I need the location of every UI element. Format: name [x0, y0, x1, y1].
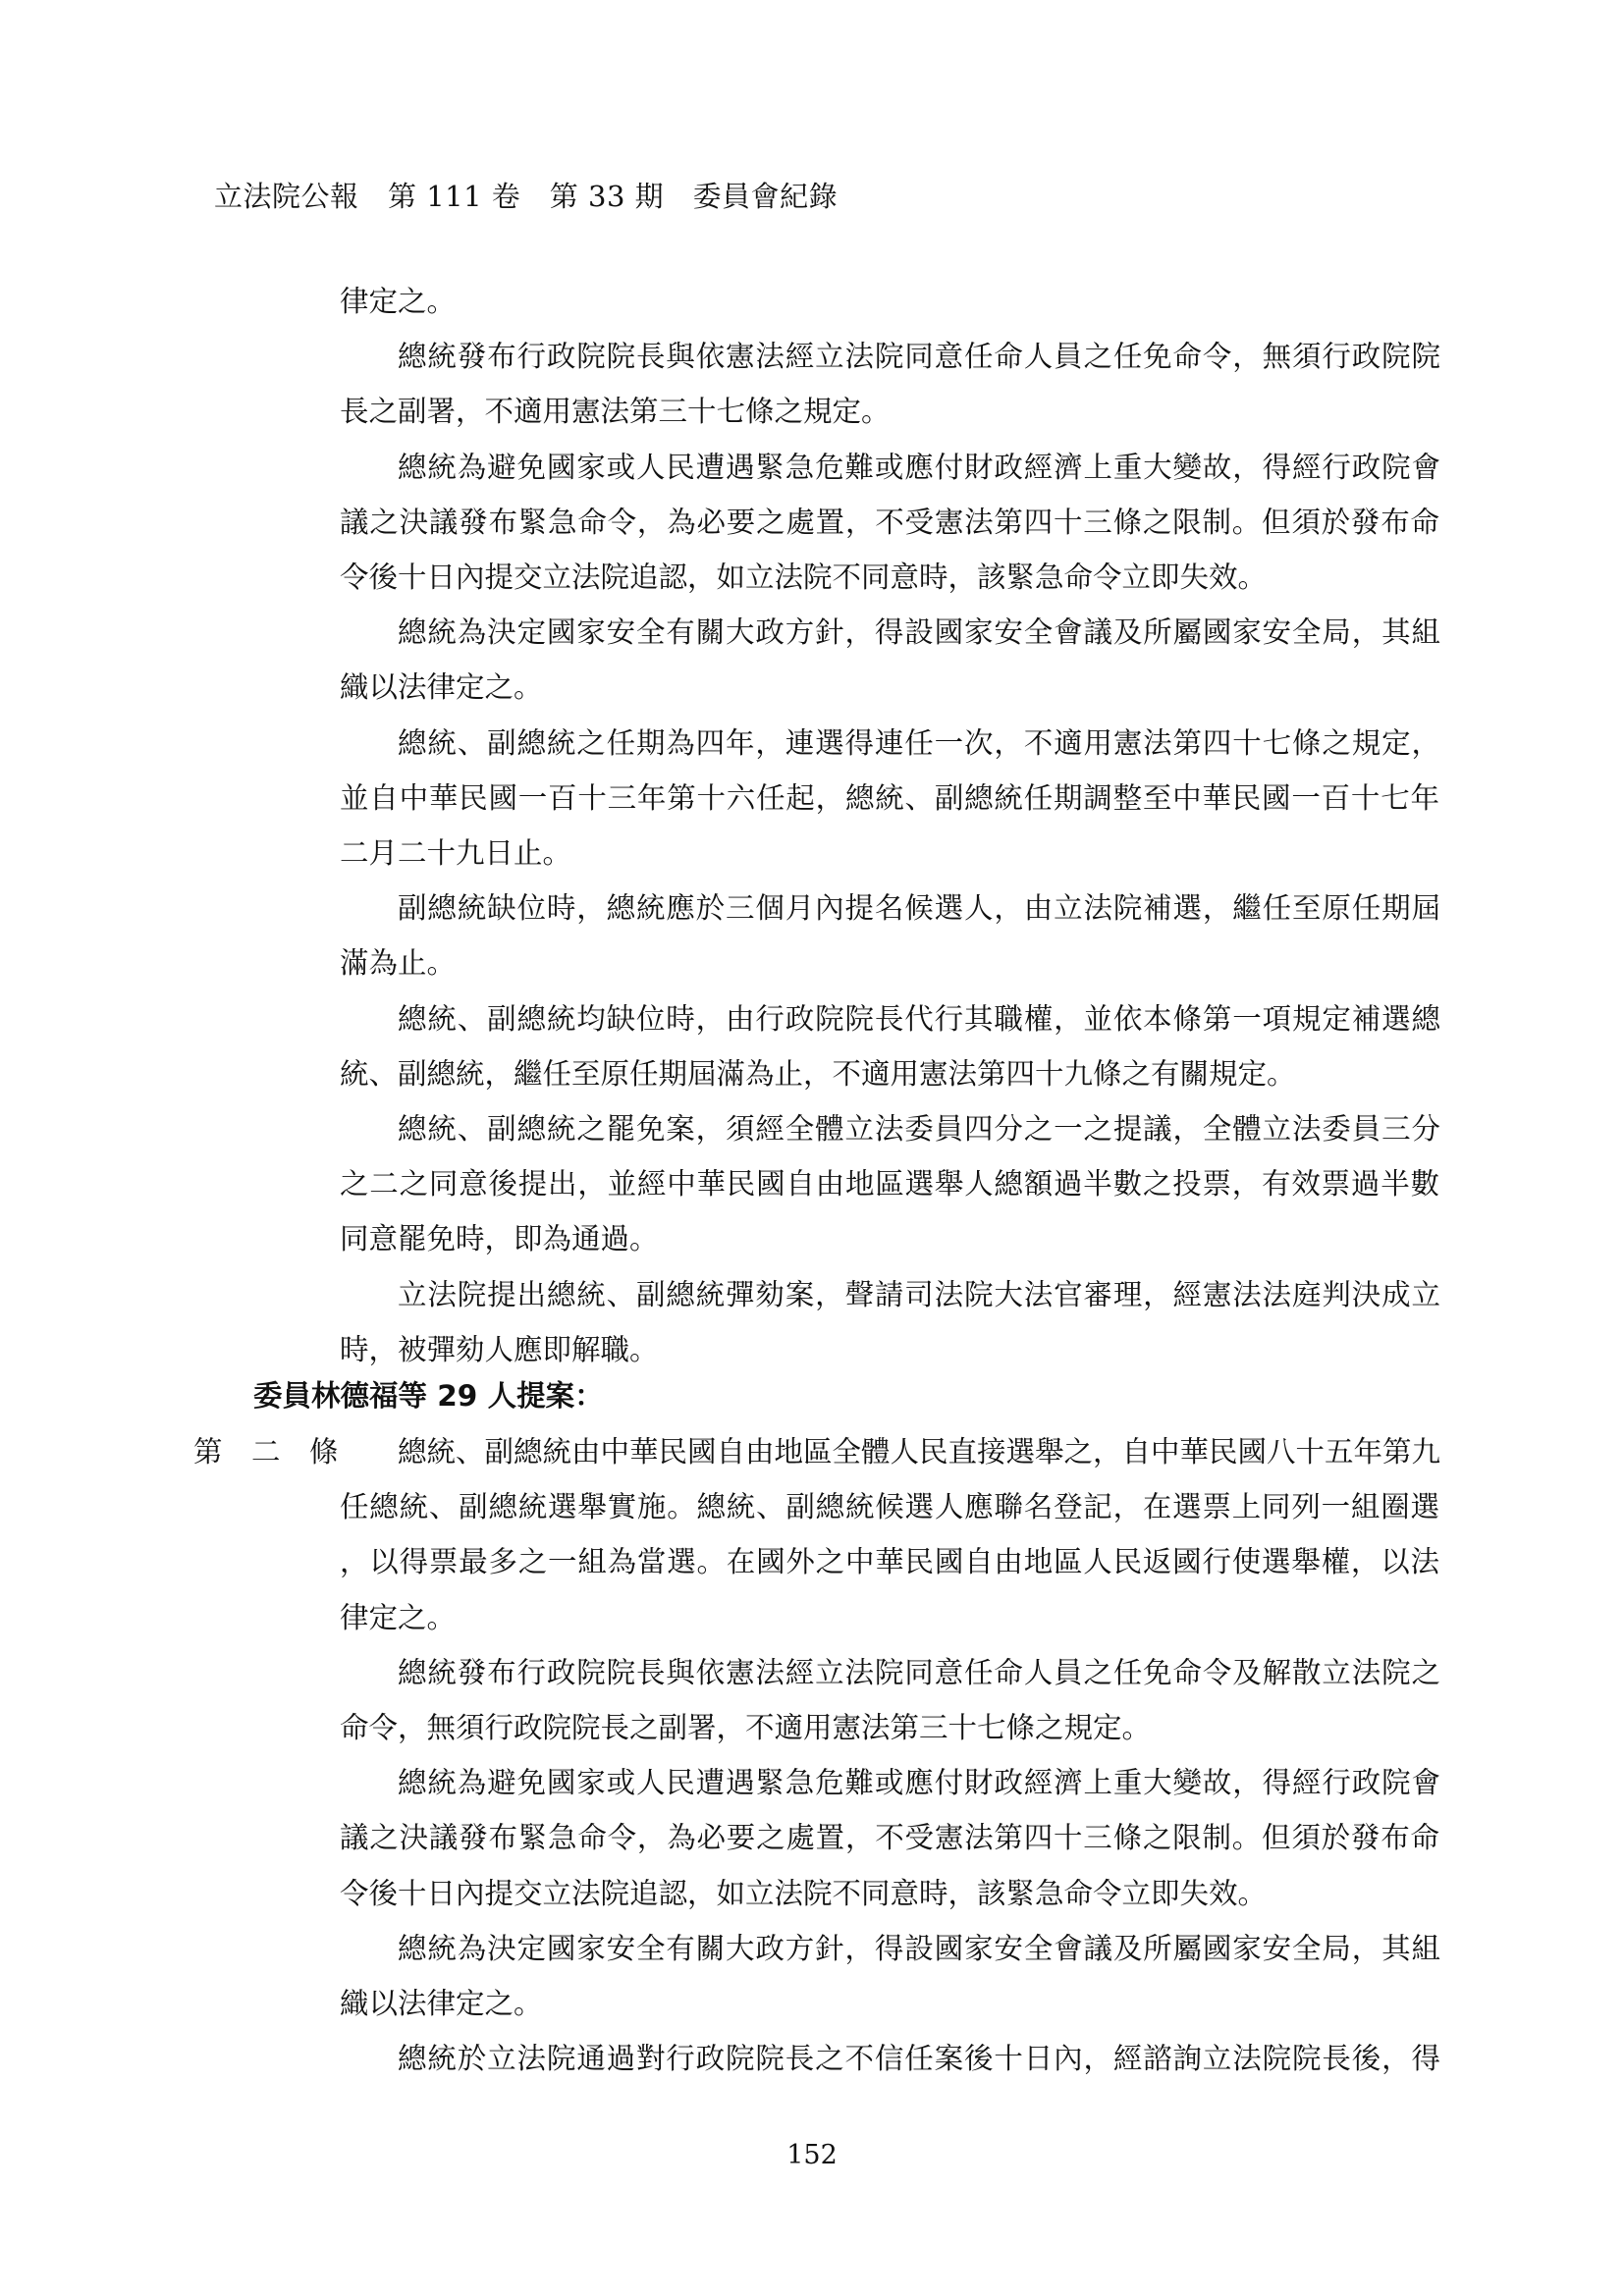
- text-line: 之二之同意後提出，並經中華民國自由地區選舉人總額過半數之投票，有效票過半數: [340, 1167, 1439, 1201]
- text-line: 令後十日內提交立法院追認，如立法院不同意時，該緊急命令立即失效。: [340, 561, 1268, 594]
- text-line: 織以法律定之。: [340, 670, 543, 705]
- text-line: 總統發布行政院院長與依憲法經立法院同意任命人員之任免命令，無須行政院院: [398, 340, 1440, 374]
- text-line: 總統發布行政院院長與依憲法經立法院同意任命人員之任免命令及解散立法院之: [398, 1655, 1440, 1689]
- text-line: 律定之。: [340, 1600, 457, 1634]
- text-line: 總統為決定國家安全有關大政方針，得設國家安全會議及所屬國家安全局，其組: [398, 1931, 1440, 1965]
- text-line: 律定之。: [340, 285, 457, 318]
- text-line: ，以得票最多之一組為當選。在國外之中華民國自由地區人民返國行使選舉權，以法: [340, 1545, 1439, 1579]
- article-label: 第 二 條: [193, 1435, 339, 1468]
- text-line: 統、副總統，繼任至原任期屆滿為止，不適用憲法第四十九條之有關規定。: [340, 1056, 1296, 1091]
- text-line: 立法院提出總統、副總統彈劾案，聲請司法院大法官審理，經憲法法庭判決成立: [398, 1277, 1440, 1311]
- text-line: 總統、副總統之任期為四年，連選得連任一次，不適用憲法第四十七條之規定，: [398, 725, 1440, 760]
- text-line: 總統、副總統均缺位時，由行政院院長代行其職權，並依本條第一項規定補選總: [398, 1001, 1440, 1036]
- text-line: 議之決議發布緊急命令，為必要之處置，不受憲法第四十三條之限制。但須於發布命: [340, 505, 1439, 539]
- proposal-heading: 委員林德福等 29 人提案：: [253, 1379, 604, 1413]
- text-line: 總統於立法院通過對行政院院長之不信任案後十日內，經諮詢立法院院長後，得: [398, 2042, 1440, 2076]
- text-line: 命令，無須行政院院長之副署，不適用憲法第三十七條之規定。: [340, 1711, 1152, 1744]
- page-number: 152: [786, 2140, 838, 2170]
- text-line: 議之決議發布緊急命令，為必要之處置，不受憲法第四十三條之限制。但須於發布命: [340, 1821, 1439, 1855]
- text-line: 織以法律定之。: [340, 1987, 543, 2020]
- text-line: 並自中華民國一百十三年第十六任起，總統、副總統任期調整至中華民國一百十七年: [340, 780, 1439, 815]
- page-header: 立法院公報 第 111 卷 第 33 期 委員會紀錄: [214, 180, 839, 213]
- text-line: 總統為避免國家或人民遭遇緊急危難或應付財政經濟上重大變故，得經行政院會: [398, 1766, 1440, 1800]
- text-line: 同意罷免時，即為通過。: [340, 1222, 659, 1256]
- text-line: 令後十日內提交立法院追認，如立法院不同意時，該緊急命令立即失效。: [340, 1876, 1268, 1910]
- text-line: 副總統缺位時，總統應於三個月內提名候選人，由立法院補選，繼任至原任期屆: [398, 891, 1440, 926]
- text-line: 總統為決定國家安全有關大政方針，得設國家安全會議及所屬國家安全局，其組: [398, 615, 1440, 650]
- text-line: 總統、副總統之罷免案，須經全體立法委員四分之一之提議，全體立法委員三分: [398, 1112, 1440, 1146]
- text-line: 任總統、副總統選舉實施。總統、副總統候選人應聯名登記，在選票上同列一組圈選: [340, 1490, 1439, 1524]
- text-line: 長之副署，不適用憲法第三十七條之規定。: [340, 395, 891, 429]
- text-line: 二月二十九日止。: [340, 836, 572, 870]
- text-line: 時，被彈劾人應即解職。: [340, 1332, 659, 1366]
- text-line: 總統為避免國家或人民遭遇緊急危難或應付財政經濟上重大變故，得經行政院會: [398, 450, 1440, 484]
- text-line: 總統、副總統由中華民國自由地區全體人民直接選舉之，自中華民國八十五年第九: [398, 1435, 1441, 1468]
- text-line: 滿為止。: [340, 946, 457, 981]
